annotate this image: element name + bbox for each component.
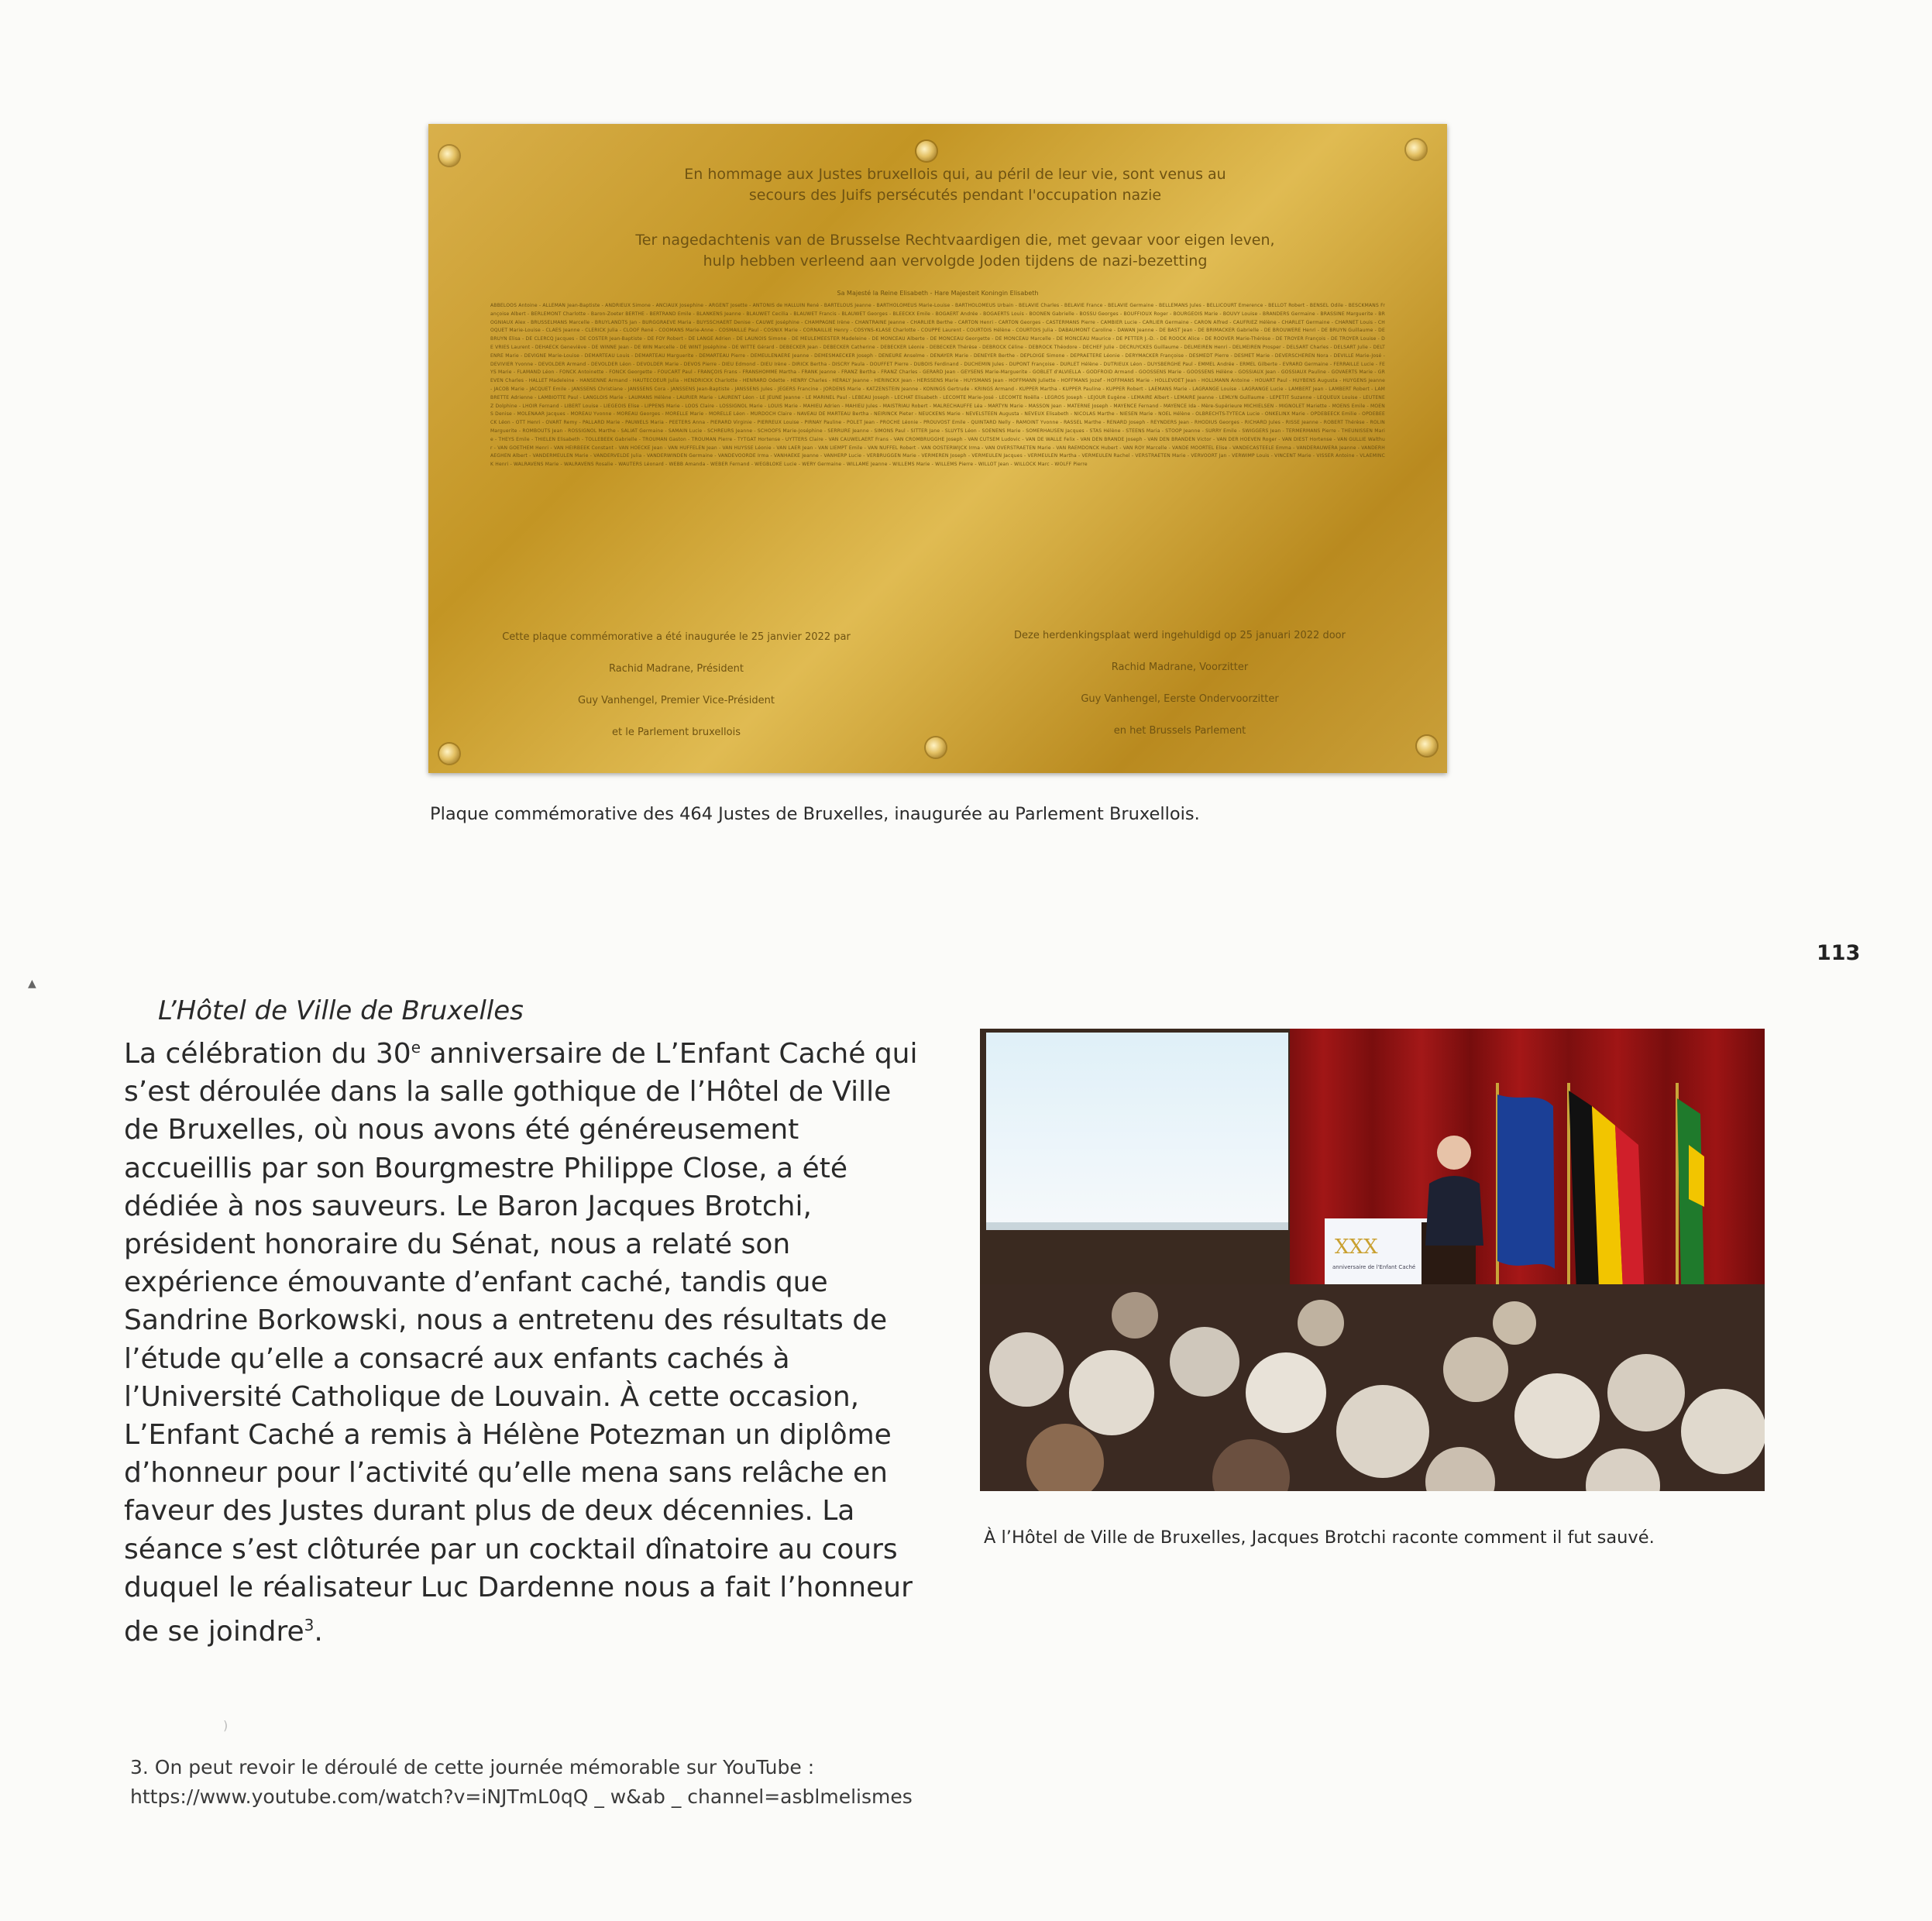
screw-top-right (1406, 139, 1426, 160)
projection-screen (986, 1033, 1288, 1230)
speaker-body (1425, 1176, 1483, 1246)
footnote (130, 1753, 913, 1812)
photo-caption: À l’Hôtel de Ville de Bruxelles, Jacques Brotchi raconte comment il fut sauvé. (984, 1528, 1655, 1548)
footnote-url: https://www.youtube.com/watch?v=iNJTmL0qQ _ w&ab _ channel=asblmelismes (130, 1785, 913, 1808)
screw-bottom-center (926, 737, 946, 758)
plaque-names-list: ABBELOOS Antoine - ALLEMAN Jean-Baptiste - ANDRIEUX Simone - ANCIAUX Josephine - ARGENT Josette - ANTONIS de HALLUIN René - BARTELOUS Jeanne - BARTHOLOMEUS Marie-Louise - BARTHOLOMEUS Urbain - BELAVIE Charles - BELAVIE France - BELAVIE Germaine - BELLEMANS Jules - BELLICOURT Emerence - BELLOT Robert - BENSEL Odile - BESCKMANS Françoise Albert - BERLEMONT Charlotte - Baron-Zoeter BERTHE - BERTRAND Emile - BLANKENS Jeanne - BLAUWET Cecilia - BLAUWET Francis - BLAUWET Georges - BLEECKX Emile - BOGAERT Andrée - BOGAERTS Louis - BOONEN Gabrielle - BOSSU Georges - BOUFFIOUX Roger - BOURGEOIS Marie - BOUVY Louise - BRANDERS Germaine - BRASSINE Marguerite - BROGNIAUX Alex - BRUSSELMANS Marcelle - BRUYLANDTS Jan - BURGGRAEVE Maria - BUYSSCHAERT Denise - CAUWE Joséphine - CHAMPAGNE Irène - CHANTRAINE Jeanne - CHARLIER Berthe - CARTON Henri - CARTON Georges - CASTERMANS Pierre - CAMBIER Lucie - CARLIER Germaine - CARON Alfred - CAUFRIEZ Hélène - CHARLET Germaine - CHARNET Louis - CHOQUET Marie-Louise - CLAES Jeanne - CLERICK Julia - CLOOF René - COOMANS Marie-Anne - COSMAILLE Paul - COSNIX Marie - CORNAILLIE Henry - COSYNS-KLASE Charlotte - COUPPE Laurent - COURTOIS Hélène - COURTOIS Julia - DABAUMONT Caroline - DAWAN Jeanne - DE BAST Jean - DE BRIMACKER Gabrielle - DE BROUWERE Henri - DE BRUYN Guillaume - DE BRUYN Elisa - DE CLERCQ Jacques - DE COSTER Jean-Baptiste - DE FOY Robert - DE LANGE Adrien - DE LAUNOIS Simone - DE MEULEMEESTER Madeleine - DE MONCEAU Alberte - DE MONCEAU Georgette - DE MONCEAU Marcelle - DE MONCEAU Maurice - DE PETTER J.-D. - DE ROOCK Alice - DE ROOVER Marie-Thérèse - DE TROYER François - DE TROYER Louise - DE VRIES Laurent - DEHAECK Geneviève - DE WINNE Jean - DE WIN Marcelle - DE WINT Joséphine - DE WITTE Gérard - DEBECKER Jean - DEBECKER Catherine - DEBECKER Léonie - DEBECKER Thérèse - DEBROCK Céline - DEBROCK Théodore - DECHEF Julie - DECRUYCKES Guillaume - DELMEIREN Henri - DELMEIREN Prosper - DELSART Charles - DELSART Julie - DELTENRE Marie - DEVIGNE Marie-Louise - DEMARTEAU Louis - DEMARTEAU Marguerite - DEMARTEAU Pierre - DEMEULENAERE Jeanne - DEMESMAECKER Joseph - DENEURE Anselme - DENAYER Marie - DENEYER Berthe - DEPLOIGE Simone - DEPRAETERE Léonie - DERYMACKER Françoise - DESMEDT Pierre - DESMET Marie - DEVERSCHEREN Nora - DEVILLE Marie-José - DEVIVIER Yvonne - DEVOLDER Armand - DEVOLDER Léon - DEVOLDER Marie - DEVOS Pierre - DIEU Edmond - DIEU Irène - DIRICK Bertha - DISCRY Paula - DOUFFET Pierre - DUBOIS Ferdinand - DUCHEMIN Jules - DUPONT Françoise - DURLET Hélène - DUTRIEUX Léon - DUYSBERGHE Paul - EMMEL Andrée - ERMEL Gilberte - EVRARD Germaine - FERRAILLE Lucie - FEYS Marie - FLAMAND Léon - FONCK Antoinette - FONCK Georgette - FOUCART Paul - FRANÇOIS Frans - FRANSHOMME Martha - FRANK Jeanne - FRANZ Bertha - FRANZ Charles - GERARD Jean - GEYSENS Marie-Marguerite - GOBLET d'ALVIELLA - GODFROID Armand - GOOSSENS Marie - GOOSSENS Hélène - GOSSIAUX Jean - GOSSIAUX Pauline - GOVAERTS Marie - GREVEN Charles - HALLET Madeleine - HANSENNE Armand - HAUTECOEUR Julia - HENDRICKX Charlotte - HENRARD Odette - HENRY Charles - HERALY Jeanne - HERINCKX Jean - HERSSENS Marie - HUYSMANS Jean - HOFFMANN Juliette - HOFFMANS Jozef - HOFFMANS Marie - HOLLEVOET Jean - HOLLMANN Antoine - HOUART Paul - HUYBENS Augusta - HUYGENS Jeanne - JACOB Marie - JACQUET Emile - JANSSENS Christiane - JANSSENS Cora - JANSSENS Jean-Baptiste - JANSSENS Jules - JEGERS Francine - JORDENS Marie - KATZENSTEIN Jeanne - KONINGS Gertrude - KRINGS Armand - KUPPER Martha - KUPPER Pauline - KUPPER Robert - LAEMANS Marie - LAGRANGE Louise - LAGRANGE Lucie - LAMBERT Jean - LAMBERT Robert - LAMBRETTE Adrienne - LAMBIOTTE Paul - LANGLOIS Marie - LAUMANS Hélène - LAURIER Marie - LAURENT Léon - LE JEUNE Jeanne - LE MARINEL Paul - LEBEAU Joseph - LECHAT Elisabeth - LECOMTE Marie-José - LECOMTE Noëlla - LEGROS Joseph - LEJOUR Eugène - LEMAIRE Albert - LEMAIRE Jeanne - LEMLYN Guillaume - LEPETIT Suzanne - LEQUEUX Louise - LEUTENEZ Dolphine - LHOIR Fernand - LIBERT Louise - LIEGEOIS Elise - LIPPENS Marie - LOOS Claire - LOSSIGNOL Marie - LOUIS Marie - MAHIEU Adrien - MAHIEU Jules - MAISTRIAU Robert - MALRECHAUFFE Léa - MARTYN Marie - MASSON Jean - MATERNE Joseph - MAYENCE Fernand - MAYENCE Ida - Mère-Supérieure MICHIELSEN - MIGNOLET Mariette - MOENS Emile - MOENS Denise - MOLENAAR Jacques - MOREAU Yvonne - MOREAU Georges - MORELLE Marie - MORELLE Léon - MURDOCH Claire - NAVEAU DE MARTEAU Bertha - NEIRINCK Pieter - NEUCKENS Marie - NEVELSTEEN Augusta - NEVEUX Elisabeth - NICOLAS Marthe - NIESEN Marie - NOEL Hélène - OLBRECHTS-TYTECA Lucie - ONKELINX Marie - OPDEBEECK Emilie - OPDEBEECK Léon - OTT Henri - OVART Remy - PALLARD Marie - PAUWELS Maria - PEETERS Anna - PIERARD Virginie - PIERREUX Louise - PIRNAY Pauline - POLET Jean - PROCHE Léonie - PROUVOST Emile - QUINTARD Nelly - RAMOINT Yvonne - RASSEL Marthe - RENARD Joseph - REYNDERS Jean - RHODIUS Georges - RICHARD Jules - RISSE Jeanne - ROBERT Thérèse - ROLIN Marguerite - ROMBOUTS Jean - ROSSIGNOL Marthe - SALIAT Germaine - SAMAIN Lucie - SCHREURS Jeanne - SCHOOFS Marie-Joséphine - SERRURE Jeanne - SIMONS Paul - SITTER Jane - SLUYTS Léon - SOENENS Marie - SOMERHAUSEN Jacques - STAS Hélène - STEENS Maria - STOOP Jeanne - SURRY Emile - SWIGGERS Jean - TERMERMANS Pierre - THEUNISSEN Marie - THEYS Emile - THIELEN Elisabeth - TOLLEBEEK Gabrielle - TROUMAN Gaston - TROUMAN Pierre - TYTGAT Hortense - UYTTERS Claire - VAN CAUWELAERT Frans - VAN CROMBRUGGHE Joseph - VAN CUTSEM Ludovic - VAN DE WALLE Felix - VAN DEN BRANDE Joseph - VAN DEN BRANDEN Victor - VAN DER HOEVEN Roger - VAN DIEST Hortense - VAN GULLIE Walthur - VAN GOETHEM Henri - VAN HEIRBEEK Constant - VAN HOECKE Jean - VAN HUFFELEN Jean - VAN HUYSSE Léonie - VAN LAER Jean - VAN LIEMPT Emile - VAN NUFFEL Robert - VAN OOSTERWIJCK Irma - VAN OVERSTRAETEN Marie - VAN RAEMDONCK Hubert - VAN ROY Marcelle - VANDE MOORTEL Elise - VANDECASTEELE Emma - VANDERAUWERA Jeanne - VANDERHAEGHEN Albert - VANDERMEULEN Marie - VANDERVELDE Julia - VANDERWINDEN Germaine - VANDEVOORDE Irma - VANHAEKE Jeanne - VANHERP Lucie - VERBRUGGEN Marie - VERMEREN Joseph - VERMEULEN Jacques - VERMEULEN Martha - VERMEULEN Rachel - VERSTRAETEN Marie - VERVOORT Jan - VERWIMP Louis - VINCENT Marie - VISSER Antoine - VLAEMINCK Henri - WALRAVENS Marie - WALRAVENS Rosalie - WAUTERS Léonard - WEBB Amanda - WEBER Fernand - WEGBLOKE Lucie - WERY Germaine - WILLAME Jeanne - WILLEMS Marie - WILLEMS Pierre - WILLOT Jean - WILLOCK Marc - WOLFF Pierre (490, 303, 1385, 468)
body-end: . (314, 1616, 323, 1648)
commemorative-plaque-photo (428, 124, 1447, 773)
screw-bottom-right (1417, 736, 1437, 756)
inscription-fr-line: Cette plaque commémorative a été inaugurée le 25 janvier 2022 par (502, 631, 851, 643)
inscription-fr-line: Rachid Madrane, Président (609, 663, 744, 675)
body-part2: anniversaire de L’Enfant Caché qui s’est déroulée dans la salle gothique de l’Hôtel de Ville de Bruxelles, où nous avons été généreusement accueillis par son Bourgmestre Philippe Close, a été dédiée à nos sauveurs. Le Baron Jacques Brotchi, président honoraire du Sénat, nous a relaté son expérience émouvante d’enfant caché, tandis que Sandrine Borkowski, nous a entretenu des résultats de l’étude qu’elle a consacré aux enfants cachés à l’Université Catholique de Louvain. À cette occasion, L’Enfant Caché a remis à Hélène Potezman un diplôme d’honneur pour l’activité qu’elle mena sans relâche en faveur des Justes durant plus de deux décennies. La séance s’est clôturée par un cocktail dînatoire au cours duquel le réalisateur Luc Dardenne nous a fait l’honneur de se joindre (124, 1038, 918, 1648)
inscription-nl-line: en het Brussels Parlement (1113, 725, 1246, 737)
plaque-royal-line: Sa Majesté la Reine Elisabeth - Hare Majesteit Koningin Elisabeth (837, 290, 1039, 297)
banner-subtitle: anniversaire de l'Enfant Caché (1332, 1264, 1416, 1270)
body-paragraph (124, 1029, 930, 1651)
plaque-heading-fr: En hommage aux Justes bruxellois qui, au péril de leur vie, sont venus au secours des Juifs persécutés pendant l'occupation nazie (684, 166, 1226, 204)
body-part1: La célébration du 30 (124, 1038, 411, 1070)
plaque-caption: Plaque commémorative des 464 Justes de Bruxelles, inaugurée au Parlement Bruxellois. (430, 804, 1200, 824)
footnote-text: 3. On peut revoir le déroulé de cette journée mémorable sur YouTube : (130, 1756, 815, 1778)
plaque-inscription-fr (475, 621, 878, 748)
footnote-reference: 3 (304, 1616, 315, 1635)
inscription-nl-line: Deze herdenkingsplaat werd ingehuldigd op 25 januari 2022 door (1014, 630, 1346, 641)
event-photo (980, 1029, 1765, 1491)
screw-top-left (439, 146, 459, 166)
speaker-head (1437, 1136, 1471, 1170)
inscription-nl-line: Rachid Madrane, Voorzitter (1111, 662, 1249, 673)
banner-title: XXX (1335, 1235, 1378, 1259)
body-superscript: e (411, 1038, 421, 1057)
screw-top-center (916, 141, 937, 161)
scan-mark: ) (223, 1718, 229, 1733)
eu-flag (1497, 1095, 1555, 1269)
inscription-fr-line: Guy Vanhengel, Premier Vice-Président (578, 695, 775, 706)
section-title: L’Hôtel de Ville de Bruxelles (158, 995, 524, 1026)
page-number: 113 (1817, 941, 1861, 965)
plaque-inscription-nl (978, 620, 1381, 747)
event-photo-illustration (980, 1029, 1765, 1491)
plaque-heading-nl: Ter nagedachtenis van de Brusselse Rechtvaardigen die, met gevaar voor eigen leven, hulp hebben verleend aan vervolgde Joden tijdens de nazi-bezetting (635, 232, 1275, 270)
scan-mark: ▲ (28, 978, 36, 990)
inscription-nl-line: Guy Vanhengel, Eerste Ondervoorzitter (1081, 693, 1279, 705)
inscription-fr-line: et le Parlement bruxellois (612, 727, 741, 738)
screw-bottom-left (439, 744, 459, 764)
screen-taskbar (986, 1222, 1288, 1230)
